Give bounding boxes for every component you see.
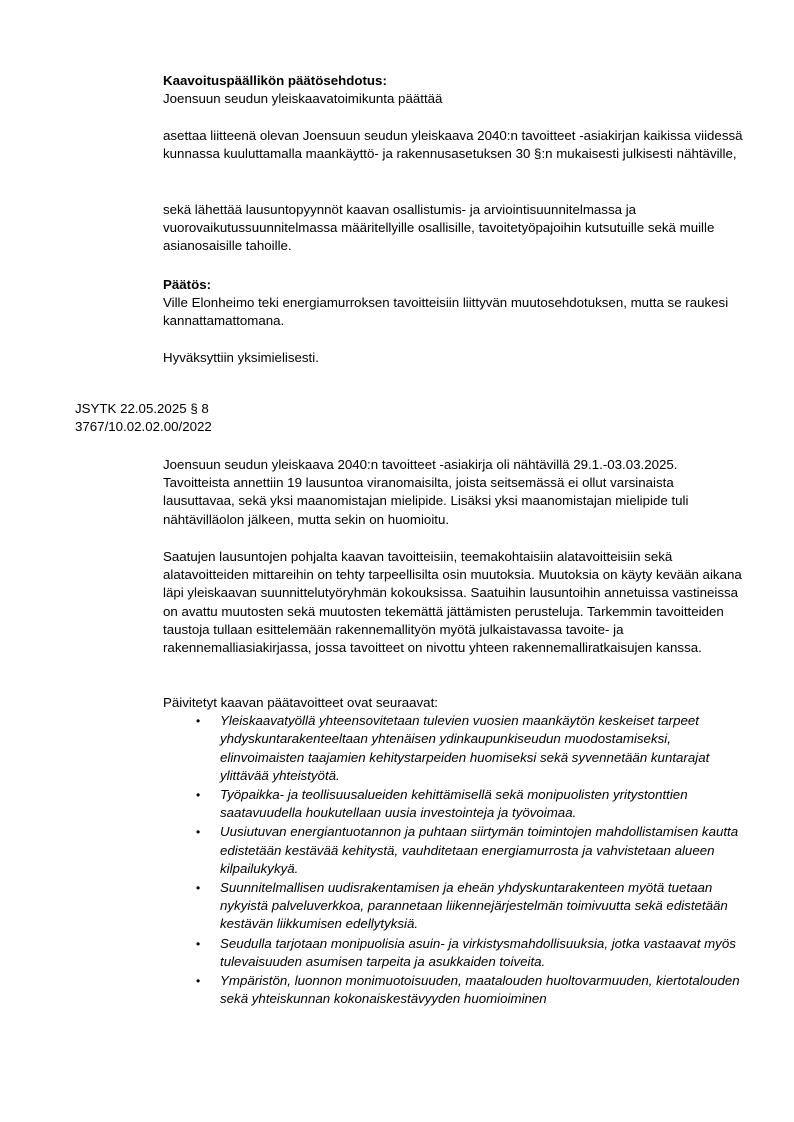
goals-intro: Päivitetyt kaavan päätavoitteet ovat seuraavat: — [163, 695, 438, 710]
decision-result: Hyväksyttiin yksimielisesti. — [163, 350, 319, 365]
meeting-reference — [75, 400, 375, 436]
goal-item — [163, 972, 743, 1008]
bullet-icon: • — [196, 881, 201, 896]
decision-result-block — [163, 349, 743, 367]
goal-item — [163, 712, 743, 785]
goal-text: Seudulla tarjotaan monipuolisia asuin- ja virkistysmahdollisuuksia, jotka vastaavat myös tulevaisuuden asumisen tarpeita ja asukkaiden toiveita. — [220, 935, 736, 969]
body-paragraph-2-block — [163, 548, 743, 657]
goal-item — [163, 786, 743, 822]
bullet-icon: • — [196, 714, 201, 729]
goal-item — [163, 823, 743, 878]
bullet-icon: • — [196, 825, 201, 840]
goal-text: Uusiutuvan energiantuotannon ja puhtaan siirtymän toimintojen mahdollistamisen kautta edistetään kestävää kehitystä, vauhditetaan energiamurrosta ja vahvistetaan alueen kilpailukykyä. — [220, 824, 739, 876]
goal-text: Suunnitelmallisen uudisrakentamisen ja eheän yhdyskuntarakenteen myötä tuetaan nykyistä palveluverkkoa, parannetaan liikennejärjestelmän toimivuutta sekä edistetään kestävän liikkumisen edellytyksiä. — [220, 880, 728, 932]
proposal-paragraph-1: asettaa liitteenä olevan Joensuun seudun yleiskaava 2040:n tavoitteet -asiakirjan kaikissa viidessä kunnassa kuuluttamalla maankäyttö- ja rakennusasetuksen 30 §:n mukaisesti julkisesti nähtäville, — [163, 128, 743, 162]
body-paragraph-1-block — [163, 456, 743, 529]
proposal-intro: Joensuun seudun yleiskaavatoimikunta päättää — [163, 91, 443, 107]
proposal-paragraph-2: sekä lähettää lausuntopyynnöt kaavan osallistumis- ja arviointisuunnitelmassa ja vuorovaikutussuunnitelmassa määritellyille osallisille, tavoitetyöpajoihin kutsutuille sekä muille asianosaisille tahoille. — [163, 202, 715, 254]
meeting-id: JSYTK 22.05.2025 § 8 — [75, 401, 209, 416]
decision-text: Ville Elonheimo teki energiamurroksen tavoitteisiin liittyvän muutosehdotuksen, mutta se raukesi kannattamattomana. — [163, 295, 729, 329]
goal-item — [163, 879, 743, 934]
goal-item — [163, 935, 743, 971]
goal-text: Yleiskaavatyöllä yhteensovitetaan tulevien vuosien maankäytön keskeiset tarpeet yhdyskuntarakenteeltaan yhtenäisen ydinkaupunkiseudun muodostamiseksi, elinvoimaisten taajamien kehitystarpeiden huomiseksi sekä syvennetään kuntarajat ylittävää yhteistyötä. — [220, 713, 710, 783]
goal-text: Ympäristön, luonnon monimuotoisuuden, maatalouden huoltovarmuuden, kiertotalouden sekä yhteiskunnan kokonaiskestävyyden huomioiminen — [220, 973, 740, 1007]
goal-text: Työpaikka- ja teollisuusalueiden kehittämisellä sekä monipuolisten yritystonttien saatavuudella houkutellaan uusia investointeja ja työvoimaa. — [220, 787, 688, 821]
bullet-icon: • — [196, 936, 201, 951]
proposal-section — [163, 72, 743, 108]
proposal-heading: Kaavoituspäällikön päätösehdotus: — [163, 73, 387, 88]
bullet-icon: • — [196, 788, 201, 803]
proposal-paragraph-2-block — [163, 201, 743, 256]
decision-heading: Päätös: — [163, 277, 212, 292]
proposal-paragraph-1-block — [163, 127, 743, 163]
body-paragraph-2: Saatujen lausuntojen pohjalta kaavan tavoitteisiin, teemakohtaisiin alatavoitteisiin sekä alatavoitteiden mittareihin on tehty tarpeellisilta osin muutoksia. Muutoksia on käyty kevään aikana läpi yleiskaavan suunnittelutyöryhmän kokouksissa. Saatuihin lausuntoihin annetuissa vastineissa on avattu muutosten sekä muutosten tekemättä jättämisten perusteluja. Tarkemmin tavoitteiden taustoja tullaan esittelemään rakennemallityön myötä julkaistavassa tavoite- ja rakennemalliasiakirjassa, jossa tavoitteet on nivottu yhteen rakennemalliratkaisujen kanssa. — [163, 549, 742, 656]
bullet-icon: • — [196, 974, 201, 989]
record-number: 3767/10.02.02.00/2022 — [75, 419, 212, 435]
decision-section — [163, 276, 743, 331]
body-paragraph-1: Joensuun seudun yleiskaava 2040:n tavoitteet -asiakirja oli nähtävillä 29.1.-03.03.2025. Tavoitteista annettiin 19 lausuntoa viranomaisilta, joista seitsemässä ei ollut varsinaista lausuttavaa, sekä yksi maanomistajan mielipide. Lisäksi yksi maanomistajan mielipide tuli nähtävilläolon jälkeen, mutta sekin on huomioitu. — [163, 457, 689, 527]
goals-list — [163, 712, 743, 1008]
goals-section — [163, 694, 743, 1009]
